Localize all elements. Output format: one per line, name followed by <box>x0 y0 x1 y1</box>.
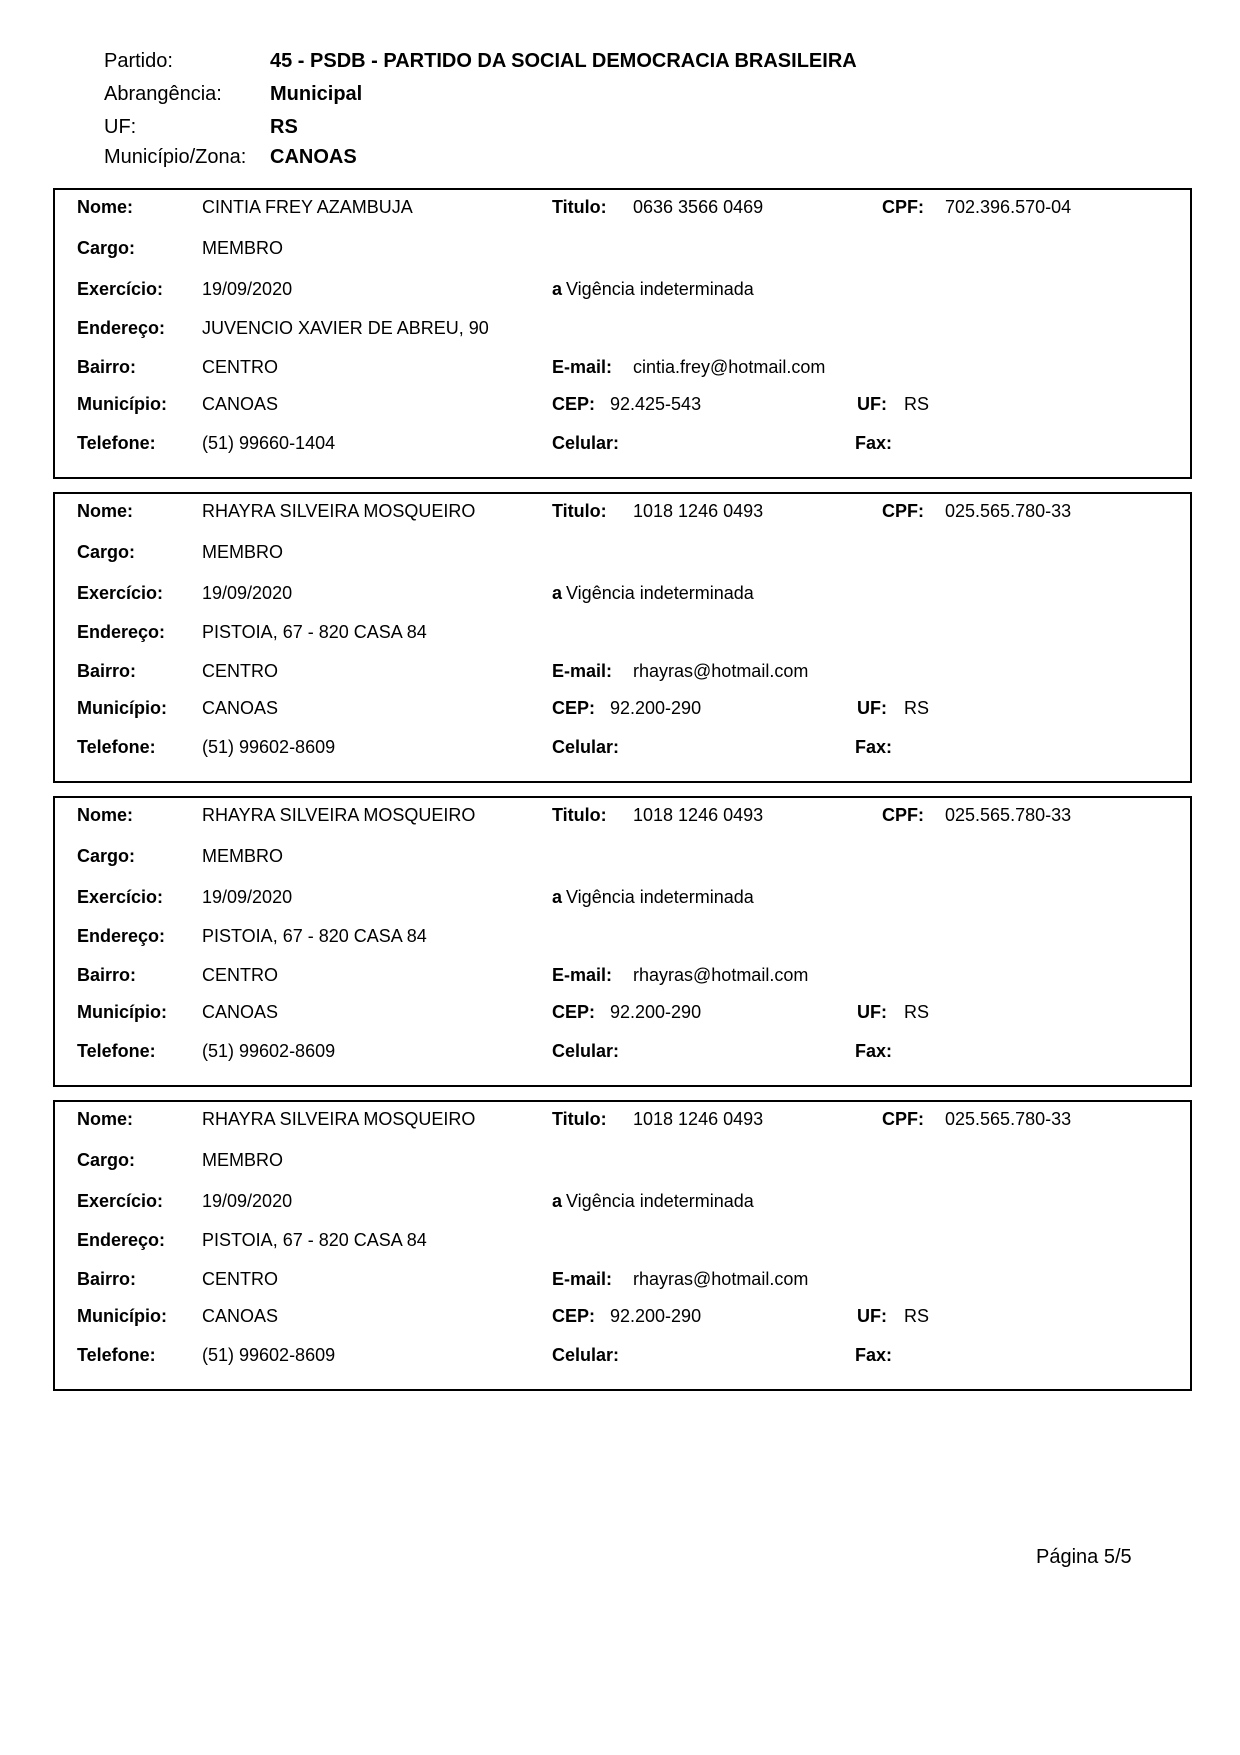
municipio-label: Município: <box>77 1002 167 1022</box>
fax-label: Fax: <box>855 433 893 453</box>
nome-label: Nome: <box>77 197 134 217</box>
uf-field-label: UF: <box>857 1306 887 1326</box>
cep-value: 92.200-290 <box>610 1306 702 1326</box>
member-record <box>53 1100 1192 1391</box>
abrangencia-label: Abrangência: <box>104 83 222 105</box>
municipio-value: CANOAS <box>202 1002 279 1022</box>
page-number: Página 5/5 <box>1036 1546 1132 1568</box>
endereco-value: PISTOIA, 67 - 820 CASA 84 <box>202 622 427 642</box>
telefone-label: Telefone: <box>77 737 156 757</box>
bairro-label: Bairro: <box>77 965 137 985</box>
cargo-value: MEMBRO <box>202 238 283 258</box>
bairro-label: Bairro: <box>77 357 137 377</box>
member-record <box>53 492 1192 783</box>
exercicio-value: 19/09/2020 <box>202 279 293 299</box>
cep-value: 92.200-290 <box>610 698 702 718</box>
cargo-label: Cargo: <box>77 238 135 258</box>
municipio-label: Município: <box>77 698 167 718</box>
vigencia-value: Vigência indeterminada <box>566 583 754 603</box>
exercicio-label: Exercício: <box>77 1191 164 1211</box>
municipio-label: Município: <box>77 394 167 414</box>
member-record <box>53 188 1192 479</box>
uf-field-label: UF: <box>857 1002 887 1022</box>
cep-value: 92.200-290 <box>610 1002 702 1022</box>
titulo-value: 1018 1246 0493 <box>633 805 764 825</box>
cep-label: CEP: <box>552 698 596 718</box>
cargo-label: Cargo: <box>77 846 135 866</box>
endereco-value: JUVENCIO XAVIER DE ABREU, 90 <box>202 318 489 338</box>
fax-label: Fax: <box>855 1041 893 1061</box>
celular-label: Celular: <box>552 1041 620 1061</box>
endereco-label: Endereço: <box>77 1230 166 1250</box>
fax-label: Fax: <box>855 737 893 757</box>
municipio-value: CANOAS <box>202 394 279 414</box>
telefone-label: Telefone: <box>77 1041 156 1061</box>
cargo-value: MEMBRO <box>202 846 283 866</box>
bairro-label: Bairro: <box>77 661 137 681</box>
bairro-value: CENTRO <box>202 661 278 681</box>
telefone-label: Telefone: <box>77 1345 156 1365</box>
email-value: rhayras@hotmail.com <box>633 965 809 985</box>
cargo-value: MEMBRO <box>202 1150 283 1170</box>
telefone-value: (51) 99602-8609 <box>202 1345 336 1365</box>
cargo-label: Cargo: <box>77 1150 135 1170</box>
header-municipio-row <box>104 146 1104 170</box>
telefone-label: Telefone: <box>77 433 156 453</box>
cpf-value: 025.565.780-33 <box>945 805 1072 825</box>
exercicio-value: 19/09/2020 <box>202 1191 293 1211</box>
telefone-value: (51) 99660-1404 <box>202 433 336 453</box>
vigencia-value: Vigência indeterminada <box>566 279 754 299</box>
cpf-label: CPF: <box>882 1109 924 1129</box>
cep-label: CEP: <box>552 394 596 414</box>
exercicio-value: 19/09/2020 <box>202 887 293 907</box>
nome-value: CINTIA FREY AZAMBUJA <box>202 197 413 217</box>
email-label: E-mail: <box>552 357 613 377</box>
uf-field-value: RS <box>904 394 930 414</box>
vigencia-value: Vigência indeterminada <box>566 887 754 907</box>
nome-value: RHAYRA SILVEIRA MOSQUEIRO <box>202 805 476 825</box>
header-partido-row <box>104 50 1104 74</box>
municipio-value: CANOAS <box>202 698 279 718</box>
cargo-label: Cargo: <box>77 542 135 562</box>
cpf-value: 702.396.570-04 <box>945 197 1072 217</box>
uf-field-label: UF: <box>857 394 887 414</box>
vigencia-a-label: a <box>552 887 563 907</box>
telefone-value: (51) 99602-8609 <box>202 1041 336 1061</box>
titulo-label: Titulo: <box>552 197 607 217</box>
cep-label: CEP: <box>552 1306 596 1326</box>
municipio-zona-label: Município/Zona: <box>104 146 247 168</box>
email-value: cintia.frey@hotmail.com <box>633 357 826 377</box>
vigencia-a-label: a <box>552 279 563 299</box>
uf-label: UF: <box>104 116 137 138</box>
exercicio-label: Exercício: <box>77 583 164 603</box>
exercicio-label: Exercício: <box>77 887 164 907</box>
telefone-value: (51) 99602-8609 <box>202 737 336 757</box>
vigencia-value: Vigência indeterminada <box>566 1191 754 1211</box>
endereco-value: PISTOIA, 67 - 820 CASA 84 <box>202 926 427 946</box>
bairro-label: Bairro: <box>77 1269 137 1289</box>
email-label: E-mail: <box>552 965 613 985</box>
celular-label: Celular: <box>552 433 620 453</box>
municipio-label: Município: <box>77 1306 167 1326</box>
cep-value: 92.425-543 <box>610 394 702 414</box>
partido-value: 45 - PSDB - PARTIDO DA SOCIAL DEMOCRACIA BRASILEIRA <box>270 50 857 72</box>
cpf-label: CPF: <box>882 501 924 521</box>
fax-label: Fax: <box>855 1345 893 1365</box>
endereco-label: Endereço: <box>77 622 166 642</box>
nome-value: RHAYRA SILVEIRA MOSQUEIRO <box>202 501 476 521</box>
celular-label: Celular: <box>552 1345 620 1365</box>
nome-label: Nome: <box>77 1109 134 1129</box>
endereco-value: PISTOIA, 67 - 820 CASA 84 <box>202 1230 427 1250</box>
uf-value: RS <box>270 116 298 138</box>
nome-value: RHAYRA SILVEIRA MOSQUEIRO <box>202 1109 476 1129</box>
abrangencia-value: Municipal <box>270 83 363 105</box>
uf-field-label: UF: <box>857 698 887 718</box>
uf-field-value: RS <box>904 1002 930 1022</box>
email-value: rhayras@hotmail.com <box>633 1269 809 1289</box>
partido-label: Partido: <box>104 50 173 72</box>
titulo-label: Titulo: <box>552 1109 607 1129</box>
cpf-value: 025.565.780-33 <box>945 1109 1072 1129</box>
municipio-value: CANOAS <box>202 1306 279 1326</box>
cep-label: CEP: <box>552 1002 596 1022</box>
cpf-label: CPF: <box>882 197 924 217</box>
titulo-label: Titulo: <box>552 805 607 825</box>
titulo-value: 0636 3566 0469 <box>633 197 764 217</box>
email-label: E-mail: <box>552 1269 613 1289</box>
exercicio-label: Exercício: <box>77 279 164 299</box>
municipio-zona-value: CANOAS <box>270 146 357 168</box>
uf-field-value: RS <box>904 1306 930 1326</box>
vigencia-a-label: a <box>552 1191 563 1211</box>
exercicio-value: 19/09/2020 <box>202 583 293 603</box>
titulo-value: 1018 1246 0493 <box>633 1109 764 1129</box>
cargo-value: MEMBRO <box>202 542 283 562</box>
email-value: rhayras@hotmail.com <box>633 661 809 681</box>
bairro-value: CENTRO <box>202 357 278 377</box>
endereco-label: Endereço: <box>77 318 166 338</box>
titulo-value: 1018 1246 0493 <box>633 501 764 521</box>
vigencia-a-label: a <box>552 583 563 603</box>
header-abrangencia-row <box>104 83 1104 107</box>
endereco-label: Endereço: <box>77 926 166 946</box>
cpf-value: 025.565.780-33 <box>945 501 1072 521</box>
bairro-value: CENTRO <box>202 965 278 985</box>
email-label: E-mail: <box>552 661 613 681</box>
nome-label: Nome: <box>77 501 134 521</box>
member-record <box>53 796 1192 1087</box>
uf-field-value: RS <box>904 698 930 718</box>
nome-label: Nome: <box>77 805 134 825</box>
cpf-label: CPF: <box>882 805 924 825</box>
bairro-value: CENTRO <box>202 1269 278 1289</box>
celular-label: Celular: <box>552 737 620 757</box>
header-uf-row <box>104 116 1104 140</box>
titulo-label: Titulo: <box>552 501 607 521</box>
